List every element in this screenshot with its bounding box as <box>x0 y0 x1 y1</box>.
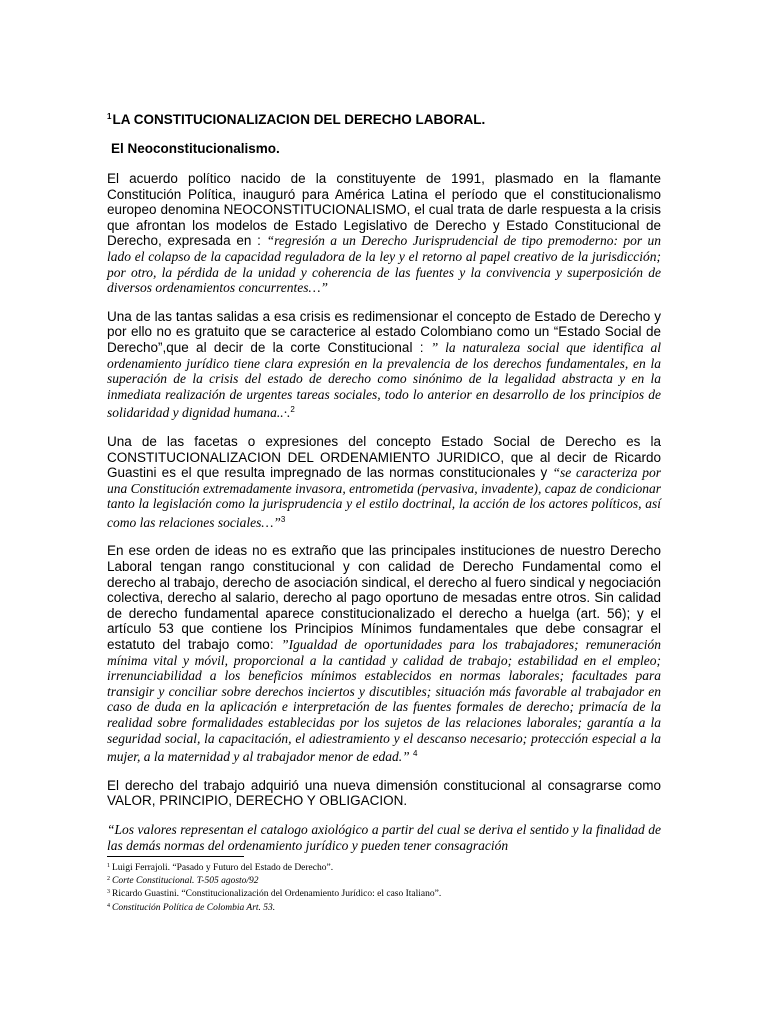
paragraph-text: Una de las tantas salidas a esa crisis es redimensionar el concepto de Estado de Derecho y por ello no es gratuito que se caracterice al estado Colombiano como un “Estado Social de Derecho”,que al decir de la corte Constitucional : <box>107 308 661 355</box>
footnote <box>107 887 661 900</box>
paragraph-text: El derecho del trabajo adquirió una nueva dimensión constitucional al consagrarse como VALOR, PRINCIPIO, DERECHO Y OBLIGACION. <box>107 777 661 809</box>
title-footnote-ref: 1 <box>107 112 112 121</box>
body-text <box>107 171 661 853</box>
footnote-number: 2 <box>107 876 110 883</box>
footnote-number: 4 <box>107 902 110 909</box>
footnote-number: 3 <box>107 889 110 896</box>
footnote <box>107 874 661 887</box>
body-paragraph <box>107 543 661 764</box>
quoted-text: ” la naturaleza social que identifica al ordenamiento jurídico tiene clara expresión en la prevalencia de los derechos fundamentales, en la superación de la crisis del estado de derecho como sinónimo de la legalidad abstracta y en la inmediata realización de urgentes tareas sociales, todo lo anterior en desarrollo de los principios de solidaridad y dignidad humana..·. <box>107 339 661 421</box>
footnote <box>107 901 661 914</box>
footnote-reference: 3 <box>280 514 286 524</box>
paragraph-text: El acuerdo político nacido de la constituyente de 1991, plasmado en la flamante Constitución Política, inauguró para América Latina el período que el constitucionalismo europeo denomina NEOCONSTITUCIONALISMO, el cual trata de darle respuesta a la crisis que afrontan los modelos de Estado Legislativo de Derecho y Estado Constitucional de Derecho, expresada en : <box>107 171 661 249</box>
paragraph-text: Una de las facetas o expresiones del concepto Estado Social de Derecho es la CONSTITUCIONALIZACION DEL ORDENAMIENTO JURIDICO, que al decir de Ricardo Guastini es el que resulta impregnado de las normas constitucionales y <box>107 433 661 481</box>
footnote-reference: 2 <box>290 405 295 415</box>
quoted-text: ”Igualdad de oportunidades para los trabajadores; remuneración mínima vital y móvil, proporcional a la cantidad y calidad de trabajo; estabilidad en el empleo; irrenunciabilidad a los beneficios mínimos establecidos en normas laborales; facultades para transigir y conciliar sobre derechos inciertos y discutibles; situación más favorable al trabajador en caso de duda en la aplicación e interpretación de las fuentes formales de derecho; primacía de la realidad sobre formalidades establecidas por los sujetos de las relaciones laborales; garantía a la seguridad social, la capacitación, el adiestramiento y el descanso necesario; protección especial a la mujer, a la maternidad y al trabajador menor de edad.” <box>107 637 661 765</box>
footnote-text: Corte Constitucional. T-505 agosto/92 <box>112 876 259 887</box>
document-title <box>107 112 661 127</box>
quoted-text: “se caracteriza por una Constitución extremadamente invasora, entrometida (pervasiva, invadente), capaz de condicionar tanto la legislación como la jurisprudencia y el estilo doctrinal, la acción de los actores políticos, así como las relaciones sociales…” <box>107 465 662 530</box>
body-paragraph <box>107 822 661 853</box>
paragraph-text: En ese orden de ideas no es extraño que las principales instituciones de nuestro Derecho Laboral tengan rango constitucional y con calidad de Derecho Fundamental como el derecho al trabajo, derecho de asociación sindical, el derecho al fuero sindical y negociación colectiva, derecho al salario, derecho al pago oportuno de mesadas entre otros. Sin calidad de derecho fundamental aparece constitucionalizado el derecho a huelga (art. 56); y el artículo 53 que contiene los Principios Mínimos fundamentales que debe consagrar el estatuto del trabajo como: <box>107 543 661 653</box>
title-text: LA CONSTITUCIONALIZACION DEL DERECHO LABORAL. <box>112 112 486 127</box>
quoted-text: “Los valores representan el catalogo axiológico a partir del cual se deriva el sentido y la finalidad de las demás normas del ordenamiento jurídico y pueden tener consagración <box>107 821 661 853</box>
footnote-text: Ricardo Guastini. “Constitucionalización del Ordenamiento Jurídico: el caso Italiano”. <box>112 889 442 900</box>
footnote-text: Luigi Ferrajoli. “Pasado y Futuro del Estado de Derecho”. <box>112 863 334 873</box>
footnote-separator <box>107 856 244 857</box>
footnote-text: Constitución Política de Colombia Art. 53. <box>112 902 276 913</box>
quoted-text: “regresión a un Derecho Jurisprudencial de tipo premoderno: por un lado el colapso de la capacidad reguladora de la ley y el retorno al papel creativo de la jurisdicción; por otro, la pérdida de la unidad y coherencia de las fuentes y la convivencia y superposición de diversos ordenamientos concurrentes…” <box>107 233 662 296</box>
footnote-reference: 4 <box>413 749 418 759</box>
footnote-number: 1 <box>107 863 110 869</box>
body-paragraph <box>107 778 661 809</box>
footnote <box>107 861 661 874</box>
body-paragraph <box>107 309 661 421</box>
body-paragraph <box>107 434 661 531</box>
section-subtitle: El Neoconstitucionalismo. <box>111 141 280 156</box>
footnote-list <box>107 861 661 914</box>
body-paragraph <box>107 171 661 296</box>
footnotes-section <box>107 856 661 914</box>
